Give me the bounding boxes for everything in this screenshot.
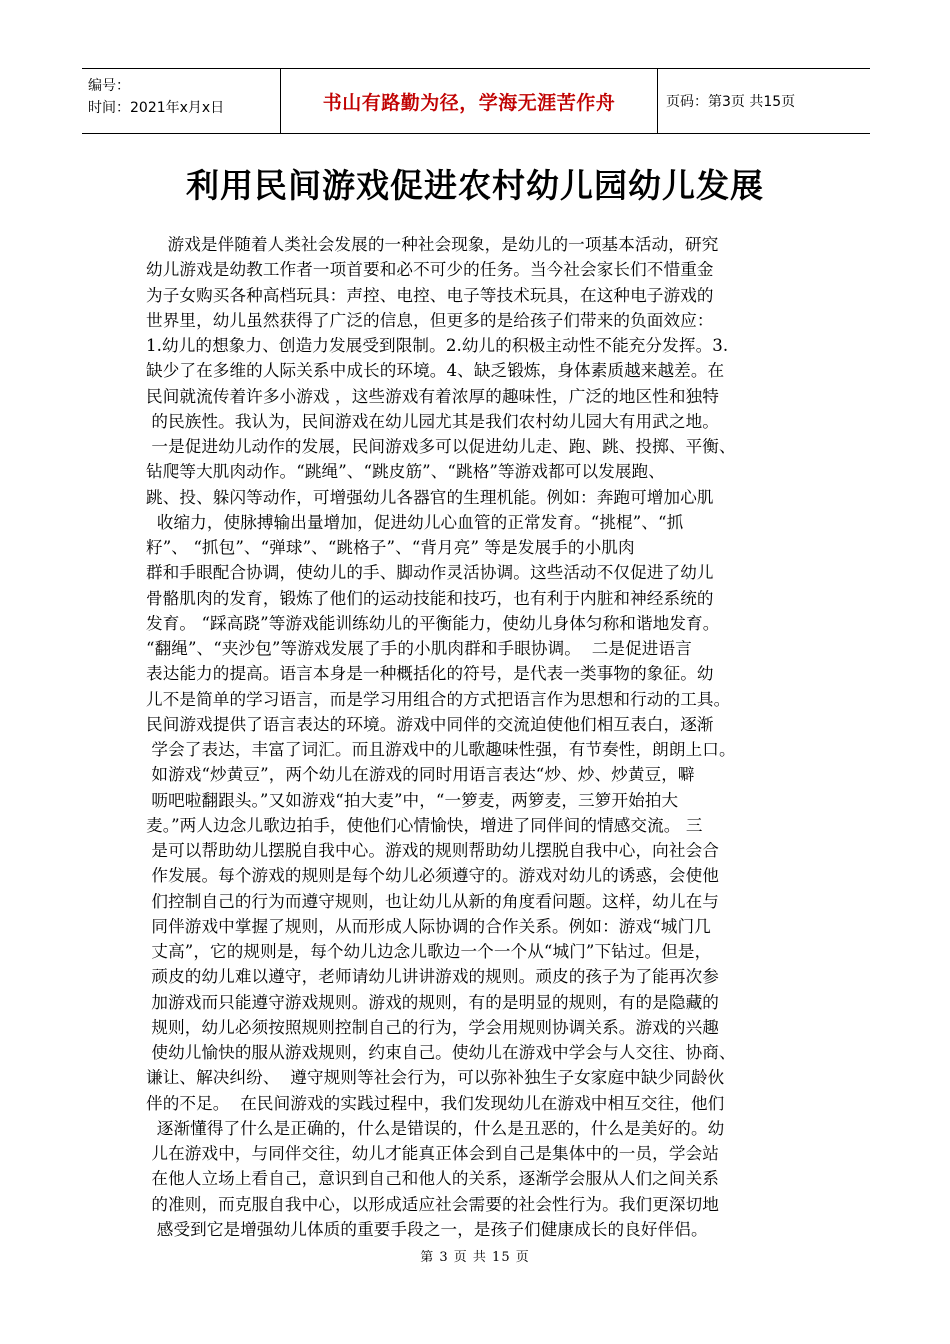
body-line: 游戏是伴随着人类社会发展的一种社会现象，是幼儿的一项基本活动，研究 xyxy=(146,235,719,254)
header-motto-cell xyxy=(280,69,658,133)
body-line: 籽”、 “抓包”、“弹球”、“跳格子”、“背月亮” 等是发展手的小肌肉 xyxy=(146,538,635,557)
number-label: 编号： xyxy=(88,78,130,94)
body-line: 跳、投、躲闪等动作，可增强幼儿各器官的生理机能。例如：奔跑可增加心肌 xyxy=(146,487,714,507)
body-line: 群和手眼配合协调，使幼儿的手、脚动作灵活协调。这些活动不仅促进了幼儿 xyxy=(146,563,714,583)
body-line: 是可以帮助幼儿摆脱自我中心。游戏的规则帮助幼儿摆脱自我中心，向社会合 xyxy=(146,841,719,860)
body-line: 为子女购买各种高档玩具：声控、电控、电子等技术玩具，在这种电子游戏的 xyxy=(146,285,714,305)
body-line: 加游戏而只能遵守游戏规则。游戏的规则，有的是明显的规则，有的是隐藏的 xyxy=(146,992,719,1012)
body-line: 钻爬等大肌肉动作。“跳绳”、“跳皮筋”、“跳格”等游戏都可以发展跑、 xyxy=(146,462,665,482)
body-text xyxy=(146,232,810,1242)
body-line: 呖吧啦翻跟头。”又如游戏“拍大麦”中，“一箩麦，两箩麦，三箩开始拍大 xyxy=(146,790,679,810)
header-page-info-cell xyxy=(658,69,870,133)
body-line: 顽皮的幼儿难以遵守，老师请幼儿讲讲游戏的规则。顽皮的孩子为了能再次参 xyxy=(146,967,719,987)
time-label: 时间：2021年x月x日 xyxy=(88,100,225,116)
document-title: 利用民间游戏促进农村幼儿园幼儿发展 xyxy=(186,166,764,205)
body-line: 骨骼肌肉的发育，锻炼了他们的运动技能和技巧，也有利于内脏和神经系统的 xyxy=(146,588,714,608)
body-line: 民间就流传着许多小游戏 ，这些游戏有着浓厚的趣味性，广泛的地区性和独特 xyxy=(146,386,719,406)
body-line: 使幼儿愉快的服从游戏规则，约束自己。使幼儿在游戏中学会与人交往、协商、 xyxy=(146,1043,736,1062)
body-line: 1.幼儿的想象力、创造力发展受到限制。2.幼儿的积极主动性不能充分发挥。3. xyxy=(146,336,729,355)
body-line: 学会了表达，丰富了词汇。而且游戏中的儿歌趣味性强，有节奏性，朗朗上口。 xyxy=(146,740,736,759)
body-line: 丈高”，它的规则是，每个幼儿边念儿歌边一个一个从“城门”下钻过。但是， xyxy=(146,942,712,961)
body-line: 的准则，而克服自我中心，以形成适应社会需要的社会性行为。我们更深切地 xyxy=(146,1194,719,1214)
body-line: 们控制自己的行为而遵守规则，也让幼儿从新的角度看问题。这样，幼儿在与 xyxy=(146,891,719,911)
body-line: 发育。 “踩高跷”等游戏能训练幼儿的平衡能力，使幼儿身体匀称和谐地发育。 xyxy=(146,613,720,633)
body-line: 规则，幼儿必须按照规则控制自己的行为，学会用规则协调关系。游戏的兴趣 xyxy=(146,1017,719,1037)
body-line: 作发展。每个游戏的规则是每个幼儿必须遵守的。游戏对幼儿的诱惑，会使他 xyxy=(146,866,719,886)
document-header xyxy=(82,68,870,134)
body-line: 的民族性。我认为，民间游戏在幼儿园尤其是我们农村幼儿园大有用武之地。 xyxy=(146,411,719,431)
body-line: 同伴游戏中掌握了规则，从而形成人际协调的合作关系。例如：游戏“城门几 xyxy=(146,916,711,936)
body-line: 表达能力的提高。语言本身是一种概括化的符号，是代表一类事物的象征。幼 xyxy=(146,664,714,684)
body-line: 一是促进幼儿动作的发展，民间游戏多可以促进幼儿走、跑、跳、投掷、平衡、 xyxy=(146,437,736,456)
body-line: 民间游戏提供了语言表达的环境。游戏中同伴的交流迫使他们相互表白，逐渐 xyxy=(146,714,714,734)
body-line: 收缩力，使脉搏输出量增加，促进幼儿心血管的正常发育。“挑棍”、“抓 xyxy=(146,512,684,532)
body-line: 缺少了在多维的人际关系中成长的环境。4、缺乏锻炼，身体素质越来越差。在 xyxy=(146,361,725,381)
body-line: 幼儿游戏是幼教工作者一项首要和必不可少的任务。当今社会家长们不惜重金 xyxy=(146,260,714,280)
header-motto: 书山有路勤为径，学海无涯苦作舟 xyxy=(322,91,616,114)
header-meta xyxy=(82,69,280,133)
body-line: 世界里，幼儿虽然获得了广泛的信息，但更多的是给孩子们带来的负面效应： xyxy=(146,310,714,330)
page-footer: 第 3 页 共 15 页 xyxy=(420,1250,530,1265)
body-line: 谦让、解决纠纷、 遵守规则等社会行为，可以弥补独生子女家庭中缺少同龄伙 xyxy=(146,1068,725,1088)
body-line: 伴的不足。 在民间游戏的实践过程中，我们发现幼儿在游戏中相互交往，他们 xyxy=(146,1093,725,1113)
body-line: 麦。”两人边念儿歌边拍手，使他们心情愉快，增进了同伴间的情感交流。 三 xyxy=(146,815,703,835)
body-line: 逐渐懂得了什么是正确的，什么是错误的，什么是丑恶的，什么是美好的。幼 xyxy=(146,1118,725,1138)
body-line: 儿在游戏中，与同伴交往，幼儿才能真正体会到自己是集体中的一员，学会站 xyxy=(146,1144,719,1163)
body-line: 在他人立场上看自己，意识到自己和他人的关系，逐渐学会服从人们之间关系 xyxy=(146,1169,719,1189)
body-line: 感受到它是增强幼儿体质的重要手段之一，是孩子们健康成长的良好伴侣。 xyxy=(146,1219,708,1239)
body-line: 如游戏“炒黄豆”，两个幼儿在游戏的同时用语言表达“炒、炒、炒黄豆，噼 xyxy=(146,765,695,785)
body-line: 儿不是简单的学习语言，而是学习用组合的方式把语言作为思想和行动的工具。 xyxy=(146,689,731,709)
page-info: 页码：第3页 共15页 xyxy=(666,94,796,110)
body-line: “翻绳”、“夹沙包”等游戏发展了手的小肌肉群和手眼协调。 二是促进语言 xyxy=(146,639,692,658)
